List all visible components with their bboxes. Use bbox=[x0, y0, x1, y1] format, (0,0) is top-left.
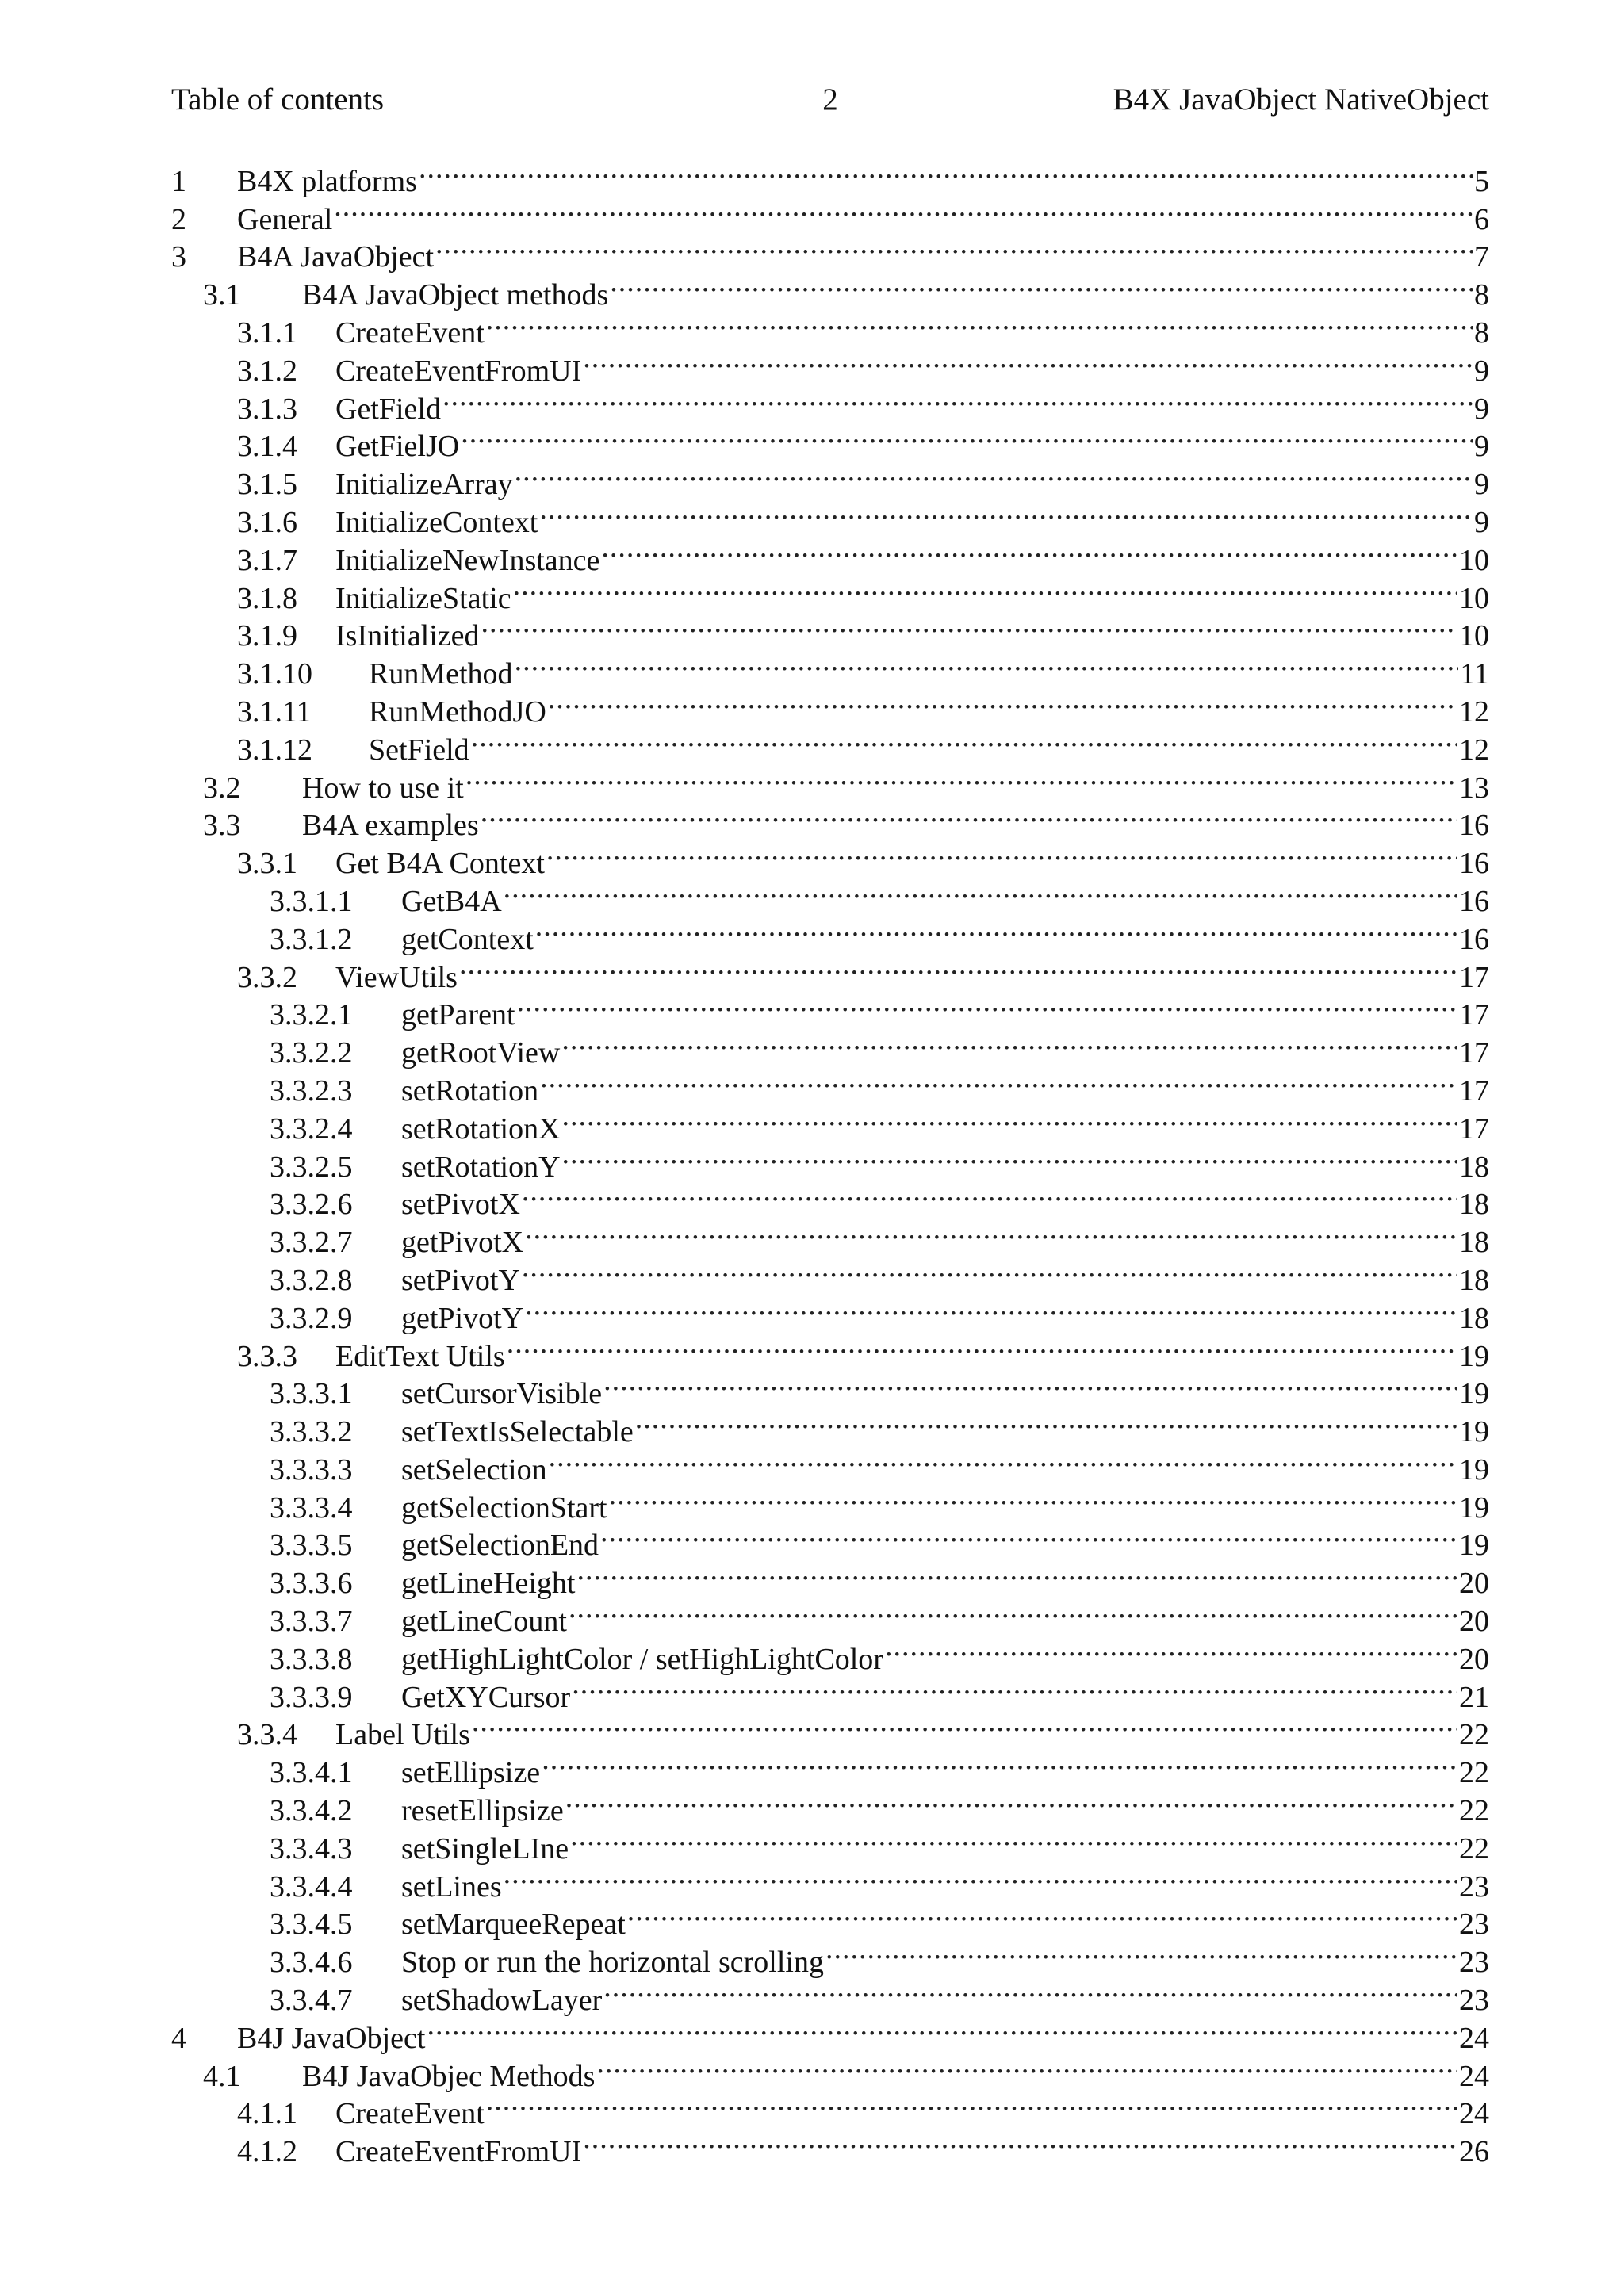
toc-dot-leader bbox=[481, 798, 1457, 836]
toc-dot-leader bbox=[419, 153, 1473, 191]
toc-entry-number: 4.1 bbox=[203, 2059, 241, 2093]
toc-dot-leader bbox=[583, 342, 1473, 381]
toc-entry-title[interactable]: GetB4A bbox=[401, 883, 502, 921]
toc-dot-leader bbox=[562, 1138, 1457, 1177]
toc-entry-number: 3.1.11 bbox=[237, 695, 312, 729]
toc-entry-number: 1 bbox=[171, 164, 186, 198]
toc-entry-number: 3.1.5 bbox=[237, 468, 297, 502]
toc-dot-leader bbox=[596, 2048, 1457, 2086]
toc-entry-number: 3.1.12 bbox=[237, 733, 312, 767]
toc-dot-leader bbox=[522, 1252, 1457, 1290]
toc-entry-title[interactable]: setPivotY bbox=[401, 1262, 520, 1300]
toc-dot-leader bbox=[570, 1820, 1457, 1858]
toc-dot-leader bbox=[486, 304, 1473, 342]
toc-dot-leader bbox=[459, 949, 1457, 987]
toc-entry-page[interactable]: 23 bbox=[1459, 1869, 1489, 1904]
toc-entry-title[interactable]: setSingleLIne bbox=[401, 1831, 569, 1869]
toc-entry-title[interactable]: setCursorVisible bbox=[401, 1376, 602, 1414]
toc-dot-leader bbox=[885, 1631, 1457, 1669]
toc-dot-leader bbox=[481, 608, 1457, 646]
toc-entry-page[interactable]: 9 bbox=[1474, 505, 1489, 539]
toc-entry[interactable] bbox=[171, 721, 1489, 767]
toc-entry-title[interactable]: setShadowLayer bbox=[401, 1982, 602, 2020]
toc-entry-page[interactable]: 17 bbox=[1459, 1112, 1489, 1146]
toc-entry-page[interactable]: 13 bbox=[1459, 771, 1489, 805]
toc-entry-number: 3.3.1 bbox=[237, 847, 297, 881]
toc-entry-title[interactable]: setEllipsize bbox=[401, 1755, 540, 1793]
toc-entry-page[interactable]: 8 bbox=[1474, 278, 1489, 312]
toc-entry-number: 3.3.1.1 bbox=[270, 884, 353, 918]
toc-entry-number: 3.1.9 bbox=[237, 619, 297, 653]
toc-entry-page[interactable]: 19 bbox=[1459, 1452, 1489, 1487]
toc-dot-leader bbox=[540, 1062, 1457, 1100]
toc-dot-leader bbox=[572, 1669, 1457, 1707]
toc-entry-number: 3.1 bbox=[203, 278, 241, 312]
toc-dot-leader bbox=[517, 987, 1457, 1025]
header-page-number: 2 bbox=[822, 82, 838, 117]
toc-entry[interactable] bbox=[171, 1403, 1489, 1449]
toc-dot-leader bbox=[461, 419, 1473, 457]
toc-entry[interactable] bbox=[171, 456, 1489, 502]
toc-dot-leader bbox=[522, 1177, 1457, 1215]
toc-entry-page[interactable]: 19 bbox=[1459, 1415, 1489, 1449]
toc-entry-title[interactable]: setLines bbox=[401, 1869, 502, 1907]
toc-entry[interactable] bbox=[171, 153, 1489, 198]
toc-entry-number: 3.3.3 bbox=[237, 1339, 297, 1373]
toc-entry-title[interactable]: setSelection bbox=[401, 1452, 547, 1490]
toc-dot-leader bbox=[513, 570, 1457, 608]
toc-entry-page[interactable]: 26 bbox=[1459, 2135, 1489, 2169]
toc-entry-page[interactable]: 17 bbox=[1459, 960, 1489, 994]
toc-entry-number: 3.3.3.8 bbox=[270, 1642, 353, 1676]
toc-entry-number: 3.3.2.5 bbox=[270, 1150, 353, 1184]
toc-entry[interactable] bbox=[171, 1328, 1489, 1373]
toc-entry-number: 3.1.6 bbox=[237, 505, 297, 539]
toc-dot-leader bbox=[600, 1517, 1457, 1556]
toc-entry-number: 3.3.2 bbox=[237, 960, 297, 994]
toc-entry[interactable] bbox=[171, 1062, 1489, 1108]
toc-entry-number: 3.3.3.4 bbox=[270, 1490, 353, 1525]
toc-entry-number: 3.1.10 bbox=[237, 657, 312, 691]
toc-entry-page[interactable]: 24 bbox=[1459, 2059, 1489, 2093]
toc-entry[interactable] bbox=[171, 1555, 1489, 1601]
toc-dot-leader bbox=[539, 494, 1473, 532]
toc-entry-title[interactable]: GetXYCursor bbox=[401, 1679, 570, 1717]
toc-entry-title[interactable]: Stop or run the horizontal scrolling bbox=[401, 1944, 824, 1982]
toc-entry[interactable] bbox=[171, 1782, 1489, 1828]
toc-entry-title[interactable]: getLineHeight bbox=[401, 1565, 575, 1603]
toc-entry[interactable] bbox=[171, 1517, 1489, 1563]
toc-dot-leader bbox=[583, 2123, 1457, 2161]
toc-entry-number: 3.3.3.3 bbox=[270, 1452, 353, 1487]
toc-dot-leader bbox=[535, 911, 1457, 949]
toc-entry-title[interactable]: B4J JavaObject bbox=[237, 2020, 425, 2058]
toc-entry-title[interactable]: General bbox=[237, 201, 332, 239]
toc-entry-page[interactable]: 22 bbox=[1459, 1831, 1489, 1866]
toc-dot-leader bbox=[609, 1479, 1457, 1517]
toc-entry-title[interactable]: CreateEvent bbox=[335, 2095, 485, 2133]
toc-dot-leader bbox=[569, 1593, 1457, 1631]
toc-entry[interactable] bbox=[171, 191, 1489, 236]
toc-entry-title[interactable]: Label Utils bbox=[335, 1716, 470, 1755]
table-of-contents bbox=[171, 153, 1489, 2169]
toc-dot-leader bbox=[435, 229, 1473, 267]
toc-entry-title[interactable]: resetEllipsize bbox=[401, 1793, 564, 1831]
toc-entry-number: 3.3.3.9 bbox=[270, 1680, 353, 1714]
toc-entry-title[interactable]: B4A JavaObject methods bbox=[302, 277, 608, 315]
toc-entry-number: 3.1.2 bbox=[237, 354, 297, 388]
toc-entry-title[interactable]: setRotation bbox=[401, 1073, 538, 1111]
toc-entry-number: 4 bbox=[171, 2021, 186, 2055]
toc-entry-title[interactable]: InitializeStatic bbox=[335, 580, 511, 618]
toc-entry[interactable] bbox=[171, 608, 1489, 653]
toc-entry[interactable] bbox=[171, 987, 1489, 1032]
toc-entry-title[interactable]: GetFielJO bbox=[335, 428, 459, 466]
toc-entry-title[interactable]: EditText Utils bbox=[335, 1338, 505, 1376]
toc-dot-leader bbox=[576, 1555, 1457, 1593]
toc-entry-number: 4.1.1 bbox=[237, 2097, 297, 2131]
toc-entry[interactable] bbox=[171, 645, 1489, 691]
toc-entry[interactable] bbox=[171, 381, 1489, 426]
toc-entry-number: 3.1.8 bbox=[237, 581, 297, 615]
toc-entry-page[interactable]: 21 bbox=[1459, 1680, 1489, 1714]
toc-dot-leader bbox=[549, 1441, 1457, 1479]
toc-entry[interactable] bbox=[171, 1972, 1489, 2018]
toc-entry[interactable] bbox=[171, 419, 1489, 464]
toc-entry-number: 3.1.7 bbox=[237, 543, 297, 577]
toc-entry[interactable] bbox=[171, 1896, 1489, 1942]
toc-entry-number: 3.1.3 bbox=[237, 392, 297, 426]
toc-entry-page[interactable]: 19 bbox=[1459, 1339, 1489, 1373]
toc-entry-page[interactable]: 23 bbox=[1459, 1984, 1489, 2018]
toc-entry[interactable] bbox=[171, 1820, 1489, 1866]
toc-entry[interactable] bbox=[171, 949, 1489, 994]
toc-entry-number: 3.3.4.6 bbox=[270, 1946, 353, 1980]
toc-entry-title[interactable]: CreateEventFromUI bbox=[335, 353, 581, 391]
toc-entry-title[interactable]: ViewUtils bbox=[335, 959, 458, 997]
toc-entry-title[interactable]: setRotationY bbox=[401, 1149, 561, 1187]
toc-entry-page[interactable]: 16 bbox=[1459, 922, 1489, 956]
toc-entry-page[interactable]: 9 bbox=[1474, 392, 1489, 426]
toc-dot-leader bbox=[542, 1744, 1457, 1782]
toc-entry-title[interactable]: SetField bbox=[369, 732, 469, 770]
toc-entry-page[interactable]: 17 bbox=[1459, 1073, 1489, 1108]
toc-entry[interactable] bbox=[171, 2086, 1489, 2131]
toc-entry-number: 3.1.1 bbox=[237, 316, 297, 350]
toc-entry-title[interactable]: B4A examples bbox=[302, 807, 479, 845]
toc-entry[interactable] bbox=[171, 760, 1489, 805]
toc-entry-number: 3.3.2.2 bbox=[270, 1036, 353, 1070]
toc-entry-page[interactable]: 22 bbox=[1459, 1756, 1489, 1790]
toc-dot-leader bbox=[334, 191, 1473, 229]
toc-entry-number: 3.3.2.9 bbox=[270, 1301, 353, 1335]
toc-entry[interactable] bbox=[171, 1100, 1489, 1146]
toc-entry-title[interactable]: RunMethod bbox=[369, 656, 513, 694]
toc-dot-leader bbox=[465, 760, 1457, 798]
toc-dot-leader bbox=[427, 2010, 1457, 2048]
toc-entry-number: 4.1.2 bbox=[237, 2135, 297, 2169]
toc-entry[interactable] bbox=[171, 342, 1489, 388]
toc-dot-leader bbox=[603, 1366, 1457, 1404]
toc-dot-leader bbox=[635, 1403, 1457, 1441]
toc-entry-number: 3.3.4.7 bbox=[270, 1984, 353, 2018]
toc-entry-title[interactable]: InitializeNewInstance bbox=[335, 542, 599, 580]
toc-dot-leader bbox=[603, 1972, 1457, 2010]
toc-entry[interactable] bbox=[171, 1631, 1489, 1676]
toc-entry-number: 3.3.2.7 bbox=[270, 1226, 353, 1260]
toc-entry-title[interactable]: getPivotY bbox=[401, 1300, 523, 1338]
toc-entry[interactable] bbox=[171, 1024, 1489, 1070]
toc-entry-title[interactable]: IsInitialized bbox=[335, 618, 479, 656]
toc-entry-page[interactable]: 19 bbox=[1459, 1490, 1489, 1525]
toc-entry-number: 3.3.4.5 bbox=[270, 1908, 353, 1942]
toc-entry-number: 3.3.3.7 bbox=[270, 1605, 353, 1639]
toc-entry[interactable] bbox=[171, 835, 1489, 881]
toc-entry-number: 3.3.4.2 bbox=[270, 1794, 353, 1828]
toc-entry-number: 3.3.4.3 bbox=[270, 1831, 353, 1866]
toc-entry-number: 3.3.2.8 bbox=[270, 1263, 353, 1297]
toc-entry-page[interactable]: 5 bbox=[1474, 164, 1489, 198]
toc-entry[interactable] bbox=[171, 1744, 1489, 1790]
toc-dot-leader bbox=[561, 1024, 1457, 1062]
toc-entry[interactable] bbox=[171, 1593, 1489, 1639]
toc-entry-title[interactable]: B4J JavaObjec Methods bbox=[302, 2058, 595, 2096]
toc-entry-title[interactable]: setMarqueeRepeat bbox=[401, 1906, 626, 1944]
toc-dot-leader bbox=[627, 1896, 1457, 1934]
toc-entry[interactable] bbox=[171, 1441, 1489, 1487]
toc-entry[interactable] bbox=[171, 1252, 1489, 1297]
toc-entry-title[interactable]: CreateEventFromUI bbox=[335, 2133, 581, 2172]
toc-entry-number: 3.3.2.6 bbox=[270, 1188, 353, 1222]
toc-entry-page[interactable]: 17 bbox=[1459, 998, 1489, 1032]
toc-entry-page[interactable]: 24 bbox=[1459, 2097, 1489, 2131]
toc-entry-number: 3.3.2.4 bbox=[270, 1112, 353, 1146]
toc-entry[interactable] bbox=[171, 798, 1489, 843]
toc-dot-leader bbox=[610, 266, 1473, 304]
toc-dot-leader bbox=[525, 1290, 1457, 1328]
toc-entry[interactable] bbox=[171, 1707, 1489, 1752]
toc-dot-leader bbox=[548, 683, 1457, 721]
toc-entry-title[interactable]: getParent bbox=[401, 997, 515, 1035]
toc-entry[interactable] bbox=[171, 266, 1489, 312]
toc-entry[interactable] bbox=[171, 873, 1489, 918]
toc-entry-title[interactable]: B4X platforms bbox=[237, 163, 417, 201]
toc-entry-title[interactable]: getPivotX bbox=[401, 1224, 523, 1262]
toc-entry-number: 3.3.4.1 bbox=[270, 1756, 353, 1790]
toc-entry[interactable] bbox=[171, 1934, 1489, 1980]
toc-entry-title[interactable]: getHighLightColor / setHighLightColor bbox=[401, 1641, 883, 1679]
toc-entry[interactable] bbox=[171, 1366, 1489, 1411]
toc-entry-page[interactable]: 17 bbox=[1459, 1036, 1489, 1070]
toc-entry[interactable] bbox=[171, 1669, 1489, 1714]
toc-dot-leader bbox=[515, 645, 1459, 683]
toc-entry-page[interactable]: 12 bbox=[1459, 695, 1489, 729]
toc-entry-number: 3.3 bbox=[203, 809, 241, 843]
toc-entry[interactable] bbox=[171, 304, 1489, 350]
toc-entry-page[interactable]: 18 bbox=[1459, 1301, 1489, 1335]
toc-dot-leader bbox=[525, 1214, 1457, 1252]
toc-entry-page[interactable]: 18 bbox=[1459, 1188, 1489, 1222]
toc-entry-title[interactable]: Get B4A Context bbox=[335, 845, 545, 883]
toc-entry-page[interactable]: 7 bbox=[1474, 240, 1489, 274]
toc-entry-title[interactable]: getContext bbox=[401, 921, 534, 959]
toc-entry-title[interactable]: setRotationX bbox=[401, 1111, 561, 1149]
toc-entry-page[interactable]: 10 bbox=[1459, 543, 1489, 577]
header-section-title: Table of contents bbox=[171, 82, 385, 117]
toc-entry[interactable] bbox=[171, 2123, 1489, 2169]
toc-entry-number: 3.3.1.2 bbox=[270, 922, 353, 956]
toc-entry-title[interactable]: setTextIsSelectable bbox=[401, 1414, 634, 1452]
toc-entry-page[interactable]: 8 bbox=[1474, 316, 1489, 350]
toc-entry[interactable] bbox=[171, 1214, 1489, 1260]
toc-entry-page[interactable]: 18 bbox=[1459, 1263, 1489, 1297]
toc-entry-page[interactable]: 16 bbox=[1459, 809, 1489, 843]
toc-dot-leader bbox=[825, 1934, 1457, 1972]
toc-entry-title[interactable]: InitializeContext bbox=[335, 504, 538, 542]
toc-dot-leader bbox=[471, 721, 1457, 760]
toc-entry-title[interactable]: How to use it bbox=[302, 770, 464, 808]
toc-entry[interactable] bbox=[171, 911, 1489, 956]
toc-entry-page[interactable]: 19 bbox=[1459, 1377, 1489, 1411]
toc-entry-title[interactable]: getLineCount bbox=[401, 1603, 567, 1641]
toc-entry-title[interactable]: CreateEvent bbox=[335, 315, 485, 353]
header-document-title: B4X JavaObject NativeObject bbox=[1113, 82, 1489, 117]
toc-entry-number: 3.3.4.4 bbox=[270, 1869, 353, 1904]
toc-entry[interactable] bbox=[171, 1290, 1489, 1335]
toc-dot-leader bbox=[515, 456, 1473, 494]
toc-entry[interactable] bbox=[171, 1138, 1489, 1184]
toc-entry-number: 3.1.4 bbox=[237, 430, 297, 464]
toc-entry-number: 3.3.3.5 bbox=[270, 1529, 353, 1563]
page-header bbox=[171, 76, 1489, 124]
toc-entry-page[interactable]: 16 bbox=[1459, 884, 1489, 918]
toc-entry[interactable] bbox=[171, 532, 1489, 577]
toc-entry[interactable] bbox=[171, 1479, 1489, 1525]
toc-dot-leader bbox=[565, 1782, 1457, 1820]
toc-entry[interactable] bbox=[171, 683, 1489, 729]
toc-entry-number: 3.3.3.1 bbox=[270, 1377, 353, 1411]
toc-entry-title[interactable]: setPivotX bbox=[401, 1186, 520, 1224]
toc-entry-title[interactable]: getRootView bbox=[401, 1035, 560, 1073]
toc-entry-title[interactable]: getSelectionStart bbox=[401, 1490, 607, 1528]
toc-entry-number: 3.3.2.1 bbox=[270, 998, 353, 1032]
toc-entry[interactable] bbox=[171, 494, 1489, 539]
toc-entry-title[interactable]: InitializeArray bbox=[335, 466, 513, 504]
toc-entry-title[interactable]: GetField bbox=[335, 391, 441, 429]
toc-entry-page[interactable]: 20 bbox=[1459, 1605, 1489, 1639]
toc-entry[interactable] bbox=[171, 229, 1489, 274]
toc-entry-title[interactable]: RunMethodJO bbox=[369, 694, 546, 732]
toc-entry-number: 3.3.3.6 bbox=[270, 1567, 353, 1601]
toc-entry-title[interactable]: B4A JavaObject bbox=[237, 239, 434, 277]
toc-entry-number: 3.3.3.2 bbox=[270, 1415, 353, 1449]
toc-entry-title[interactable]: getSelectionEnd bbox=[401, 1527, 599, 1565]
toc-entry-page[interactable]: 6 bbox=[1474, 202, 1489, 236]
toc-dot-leader bbox=[504, 1858, 1457, 1896]
toc-entry-page[interactable]: 23 bbox=[1459, 1946, 1489, 1980]
toc-dot-leader bbox=[486, 2086, 1457, 2124]
toc-dot-leader bbox=[562, 1100, 1457, 1138]
toc-entry-page[interactable]: 18 bbox=[1459, 1226, 1489, 1260]
toc-dot-leader bbox=[546, 835, 1457, 873]
toc-dot-leader bbox=[472, 1707, 1457, 1745]
toc-entry-number: 3 bbox=[171, 240, 186, 274]
toc-entry[interactable] bbox=[171, 2048, 1489, 2093]
toc-dot-leader bbox=[507, 1328, 1457, 1366]
toc-entry[interactable] bbox=[171, 1858, 1489, 1904]
toc-entry[interactable] bbox=[171, 2010, 1489, 2055]
toc-entry-page[interactable]: 12 bbox=[1459, 733, 1489, 767]
toc-entry-page[interactable]: 22 bbox=[1459, 1718, 1489, 1752]
toc-entry[interactable] bbox=[171, 1177, 1489, 1222]
toc-entry[interactable] bbox=[171, 570, 1489, 615]
toc-entry-page[interactable]: 9 bbox=[1474, 468, 1489, 502]
toc-entry-page[interactable]: 16 bbox=[1459, 847, 1489, 881]
toc-entry-number: 3.3.4 bbox=[237, 1718, 297, 1752]
toc-entry-page[interactable]: 10 bbox=[1459, 619, 1489, 653]
toc-entry-page[interactable]: 24 bbox=[1459, 2021, 1489, 2055]
toc-dot-leader bbox=[601, 532, 1457, 570]
toc-entry-page[interactable]: 20 bbox=[1459, 1642, 1489, 1676]
toc-entry-page[interactable]: 18 bbox=[1459, 1150, 1489, 1184]
toc-entry-number: 2 bbox=[171, 202, 186, 236]
toc-entry-page[interactable]: 11 bbox=[1460, 657, 1489, 691]
toc-entry-page[interactable]: 10 bbox=[1459, 581, 1489, 615]
toc-entry-page[interactable]: 20 bbox=[1459, 1567, 1489, 1601]
toc-dot-leader bbox=[504, 873, 1457, 911]
toc-entry-page[interactable]: 23 bbox=[1459, 1908, 1489, 1942]
toc-entry-number: 3.3.2.3 bbox=[270, 1073, 353, 1108]
toc-entry-page[interactable]: 19 bbox=[1459, 1529, 1489, 1563]
toc-entry-number: 3.2 bbox=[203, 771, 241, 805]
toc-entry-page[interactable]: 9 bbox=[1474, 430, 1489, 464]
toc-dot-leader bbox=[442, 381, 1473, 419]
toc-entry-page[interactable]: 9 bbox=[1474, 354, 1489, 388]
toc-entry-page[interactable]: 22 bbox=[1459, 1794, 1489, 1828]
